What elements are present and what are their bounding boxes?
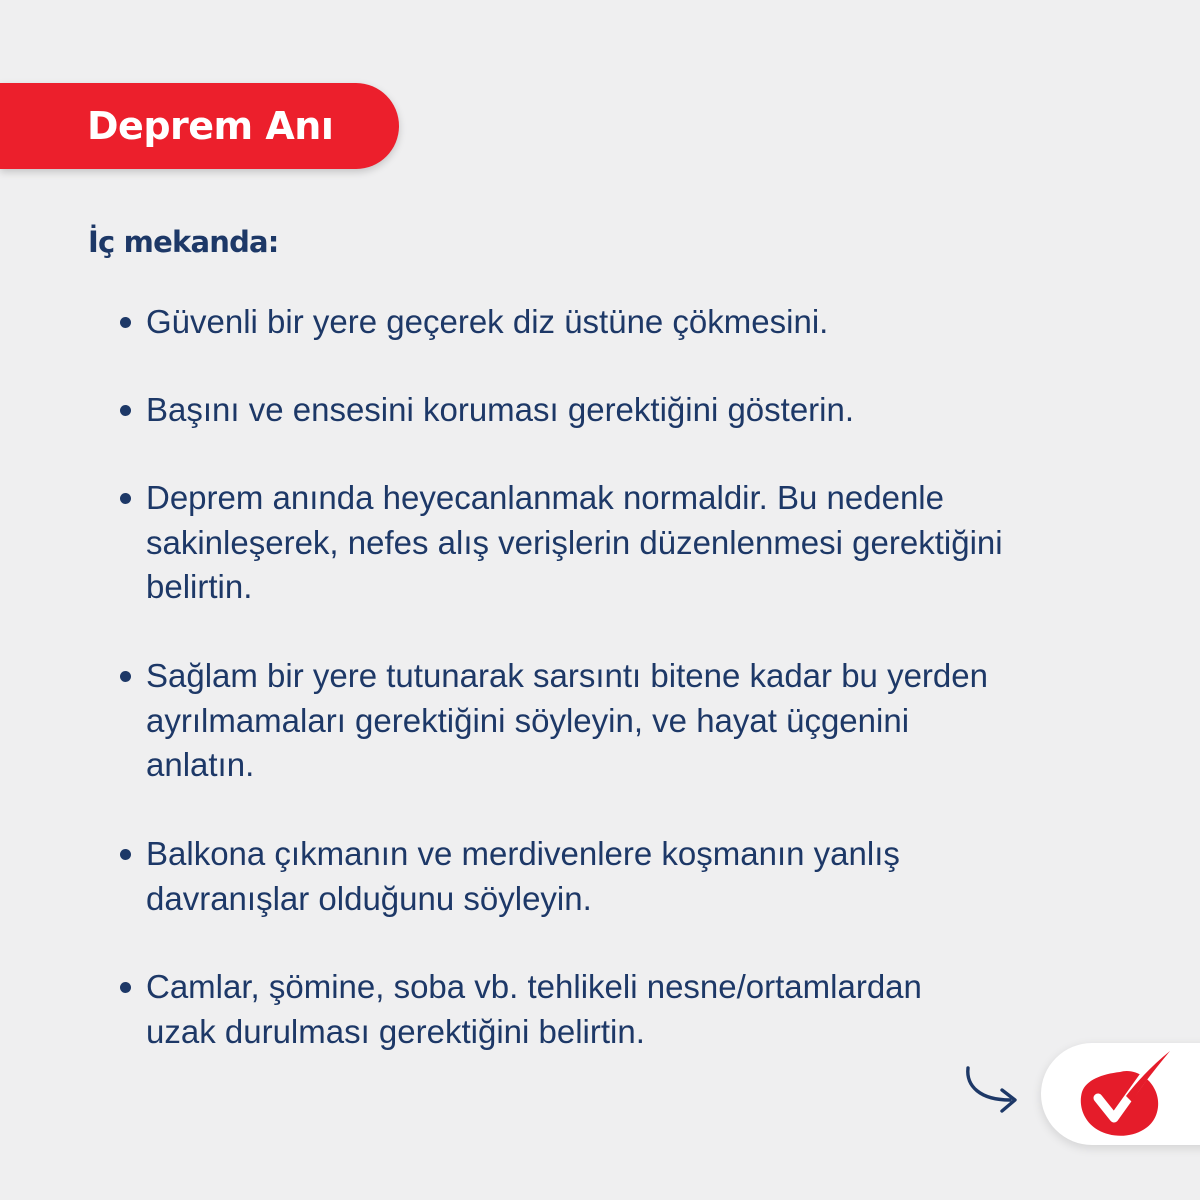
bullet-item-4 bbox=[146, 654, 1136, 788]
bullet-dot-icon bbox=[120, 493, 131, 504]
bullet-item-6 bbox=[146, 965, 1136, 1054]
bullet-item-1 bbox=[146, 300, 1136, 345]
bullet-text bbox=[146, 476, 1136, 610]
bullet-dot-icon bbox=[120, 849, 131, 860]
curved-arrow-icon[interactable] bbox=[962, 1064, 1024, 1120]
checkmark-logo-icon bbox=[1074, 1046, 1174, 1140]
bullet-dot-icon bbox=[120, 982, 131, 993]
bullet-text bbox=[146, 388, 1136, 433]
bullet-text bbox=[146, 300, 1136, 345]
bullet-text bbox=[146, 965, 1136, 1054]
bullet-line: Başını ve ensesini koruması gerektiğini gösterin. bbox=[146, 391, 855, 428]
bullet-item-3 bbox=[146, 476, 1136, 610]
bullet-line: Güvenli bir yere geçerek diz üstüne çökmesini. bbox=[146, 303, 829, 340]
bullet-dot-icon bbox=[120, 671, 131, 682]
bullet-dot-icon bbox=[120, 317, 131, 328]
bullet-dot-icon bbox=[120, 405, 131, 416]
bullet-item-2 bbox=[146, 388, 1136, 433]
bullet-line: Balkona çıkmanın ve merdivenlere koşmanın yanlış bbox=[146, 835, 900, 872]
bullet-line: sakinleşerek, nefes alış verişlerin düzenlenmesi gerektiğini bbox=[146, 523, 1003, 561]
page-title: Deprem Anı bbox=[87, 104, 334, 148]
bullet-line: Deprem anında heyecanlanmak normaldir. Bu nedenle bbox=[146, 479, 944, 516]
bullet-line: ayrılmamaları gerektiğini söyleyin, ve hayat üçgenini bbox=[146, 701, 910, 739]
bullet-line: belirtin. bbox=[146, 568, 253, 605]
bullet-text bbox=[146, 832, 1136, 921]
section-heading: İç mekanda: bbox=[88, 225, 279, 259]
bullet-text bbox=[146, 654, 1136, 788]
bullet-line: davranışlar olduğunu söyleyin. bbox=[146, 879, 592, 917]
bullet-item-5 bbox=[146, 832, 1136, 921]
bullet-line: Sağlam bir yere tutunarak sarsıntı bitene kadar bu yerden bbox=[146, 657, 988, 694]
bullet-line: uzak durulması gerektiğini belirtin. bbox=[146, 1012, 645, 1050]
bullet-line: anlatın. bbox=[146, 746, 255, 783]
logo-card bbox=[1041, 1043, 1200, 1145]
bullet-line: Camlar, şömine, soba vb. tehlikeli nesne/ortamlardan bbox=[146, 968, 922, 1005]
